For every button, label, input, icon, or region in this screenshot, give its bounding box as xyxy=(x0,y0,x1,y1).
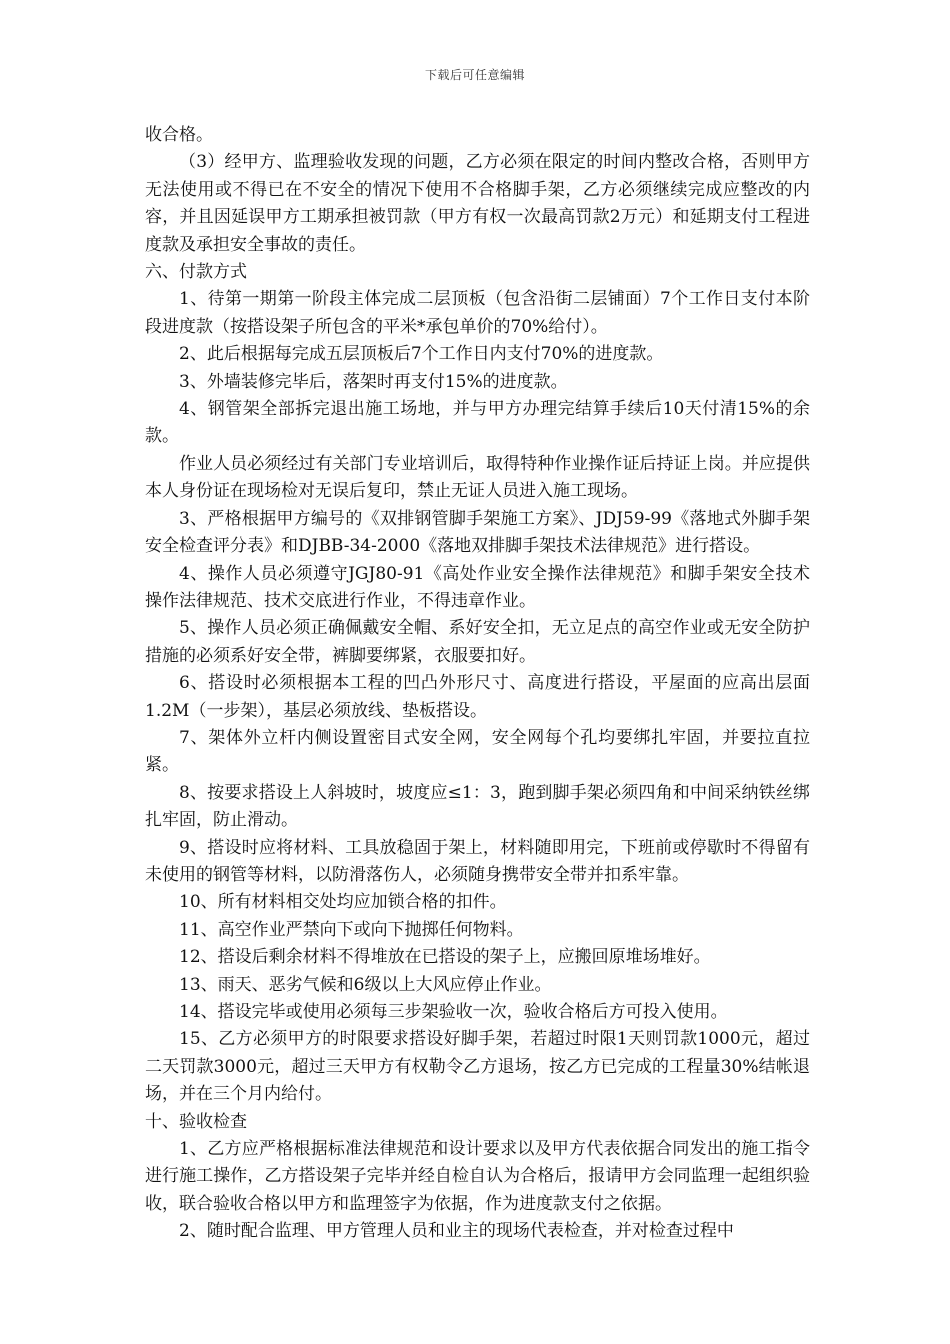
section-heading: 六、付款方式 xyxy=(145,262,247,283)
body-paragraph: （3）经甲方、监理验收发现的问题，乙方必须在限定的时间内整改合格，否则甲方无法使用或不得已在不安全的情况下使用不合格脚手架，乙方必须继续完成应整改的内容，并且因延误甲方工期承担被罚款（甲方有权一次最高罚款2万元）和延期支付工程进度款及承担安全事故的责任。 xyxy=(145,152,810,255)
page-header: 下载后可任意编辑 xyxy=(424,68,525,82)
body-paragraph: 12、搭设后剩余材料不得堆放在已搭设的架子上，应搬回原堆场堆好。 xyxy=(179,947,711,968)
body-paragraph: 作业人员必须经过有关部门专业培训后，取得特种作业操作证后持证上岗。并应提供本人身份证在现场检对无误后复印，禁止无证人员进入施工现场。 xyxy=(145,453,810,502)
body-paragraph: 1、待第一期第一阶段主体完成二层顶板（包含沿街二层铺面）7个工作日支付本阶段进度款（按搭设架子所包含的平米*承包单价的70%给付）。 xyxy=(145,289,810,337)
body-paragraph: 15、乙方必须甲方的时限要求搭设好脚手架，若超过时限1天则罚款1000元，超过二天罚款3000元，超过三天甲方有权勒令乙方退场，按乙方已完成的工程量30%结帐退场，并在三个月内给付。 xyxy=(145,1029,810,1105)
body-paragraph: 7、架体外立杆内侧设置密目式安全网，安全网每个孔均要绑扎牢固，并要拉直拉紧。 xyxy=(145,727,810,776)
body-paragraph: 3、外墙装修完毕后，落架时再支付15%的进度款。 xyxy=(179,371,568,392)
body-paragraph: 4、钢管架全部拆完退出施工场地，并与甲方办理完结算手续后10天付清15%的余款。 xyxy=(145,399,810,447)
body-paragraph: 11、高空作业严禁向下或向下抛掷任何物料。 xyxy=(179,919,524,940)
document-body xyxy=(145,122,810,1246)
body-paragraph: 3、严格根据甲方编号的《双排钢管脚手架施工方案》、JDJ59-99《落地式外脚手架安全检查评分表》和DJBB-34-2000《落地双排脚手架技术法律规范》进行搭设。 xyxy=(145,508,810,557)
body-paragraph: 2、此后根据每完成五层顶板后7个工作日内支付70%的进度款。 xyxy=(179,344,664,365)
body-paragraph: 2、随时配合监理、甲方管理人员和业主的现场代表检查，并对检查过程中 xyxy=(179,1221,734,1242)
body-paragraph: 4、操作人员必须遵守JGJ80-91《高处作业安全操作法律规范》和脚手架安全技术操作法律规范、技术交底进行作业，不得违章作业。 xyxy=(145,563,810,611)
body-paragraph: 5、操作人员必须正确佩戴安全帽、系好安全扣，无立足点的高空作业或无安全防护措施的必须系好安全带，裤脚要绑紧，衣服要扣好。 xyxy=(145,618,810,666)
body-paragraph: 1、乙方应严格根据标准法律规范和设计要求以及甲方代表依据合同发出的施工指令进行施工操作，乙方搭设架子完毕并经自检自认为合格后，报请甲方会同监理一起组织验收，联合验收合格以甲方和监理签字为依据，作为进度款支付之依据。 xyxy=(145,1139,810,1214)
body-paragraph: 8、按要求搭设上人斜坡时，坡度应≤1：3，跑到脚手架必须四角和中间采纳铁丝绑扎牢固，防止滑动。 xyxy=(145,782,810,831)
body-paragraph: 13、雨天、恶劣气候和6级以上大风应停止作业。 xyxy=(179,974,552,995)
section-heading: 收合格。 xyxy=(145,125,213,145)
body-paragraph: 14、搭设完毕或使用必须每三步架验收一次，验收合格后方可投入使用。 xyxy=(179,1002,728,1022)
body-paragraph: 10、所有材料相交处均应加锁合格的扣件。 xyxy=(179,892,507,913)
body-paragraph: 6、搭设时必须根据本工程的凹凸外形尺寸、高度进行搭设，平屋面的应高出层面1.2M（一步架），基层必须放线、垫板搭设。 xyxy=(145,673,810,721)
section-heading: 十、验收检查 xyxy=(145,1111,247,1132)
body-paragraph: 9、搭设时应将材料、工具放稳固于架上，材料随即用完，下班前或停歇时不得留有未使用的钢管等材料，以防滑落伤人，必须随身携带安全带并扣系牢靠。 xyxy=(145,837,810,885)
